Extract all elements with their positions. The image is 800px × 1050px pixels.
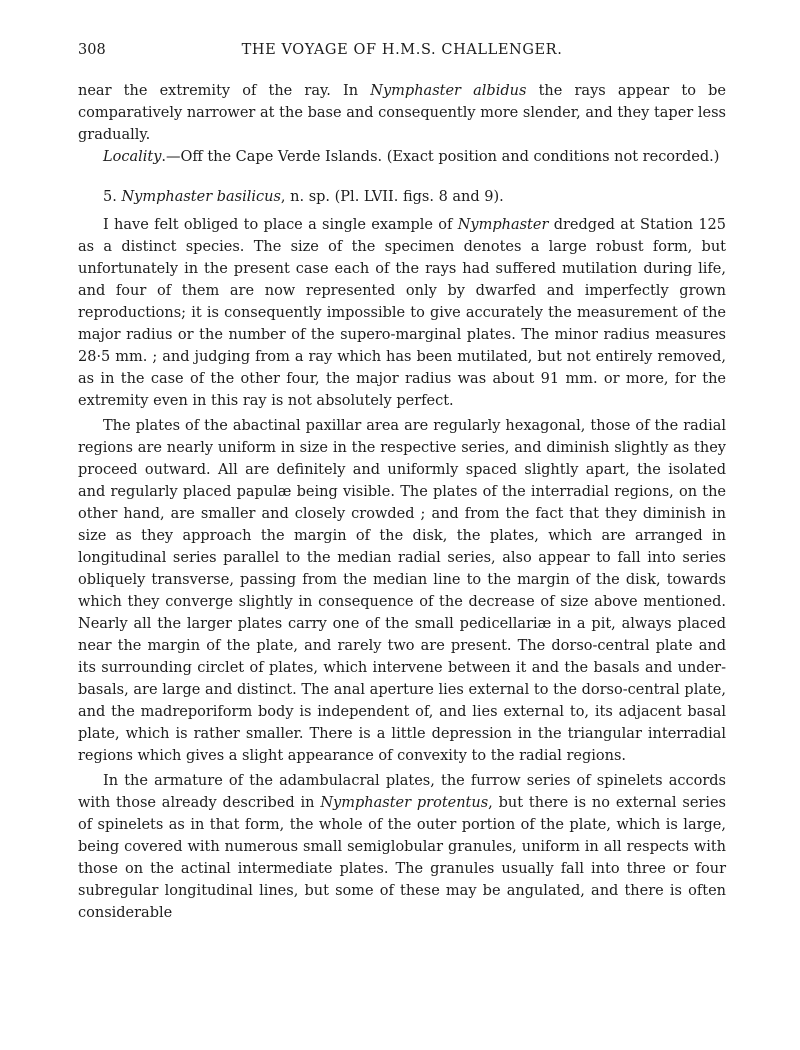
page-number: 308 [78, 42, 106, 58]
species-number: 5. [103, 189, 122, 205]
paragraph-text: the rays appear to be comparatively narrower at the base and consequently more slender, and they taper less gradually. [78, 83, 726, 143]
description-paragraph [78, 214, 726, 412]
armature-paragraph [78, 770, 726, 924]
species-heading-rest: , n. sp. (Pl. LVII. figs. 8 and 9). [280, 189, 504, 205]
running-head: THE VOYAGE OF H.M.S. CHALLENGER. [241, 42, 563, 58]
paragraph-text: I have felt obliged to place a single example of [103, 217, 458, 233]
species-name: Nymphaster albidus [370, 83, 527, 99]
body-text [78, 80, 726, 924]
paragraph-continuation [78, 80, 726, 146]
locality-text: .—Off the Cape Verde Islands. (Exact position and conditions not recorded.) [161, 149, 720, 165]
page-header [78, 42, 726, 62]
locality-paragraph [78, 146, 726, 168]
species-heading [78, 186, 726, 208]
species-name: Nymphaster basilicus [121, 189, 281, 205]
genus-name: Nymphaster [457, 217, 549, 233]
locality-label: Locality [103, 149, 162, 165]
plates-paragraph: The plates of the abactinal paxillar area are regularly hexagonal, those of the radial regions are nearly uniform in size in the respective series, and diminish slightly as they proceed outward. All are definitely and uniformly spaced slightly apart, the isolated and regularly placed papulæ being visible. The plates of the interradial regions, on the other hand, are smaller and closely crowded ; and from the fact that they diminish in size as they approach the margin of the disk, the plates, which are arranged in longitudinal series parallel to the median radial series, also appear to fall into series obliquely transverse, passing from the median line to the margin of the disk, towards which they converge slightly in consequence of the decrease of size above mentioned. Nearly all the larger plates carry one of the small pedicellariæ in a pit, always placed near the margin of the plate, and rarely two are present. The dorso-central plate and its surrounding circlet of plates, which intervene between it and the basals and under-basals, are large and distinct. The anal aperture lies external to the dorso-central plate, and the madreporiform body is independent of, and lies external to, its adjacent basal plate, which is rather smaller. There is a little depression in the triangular interradial regions which gives a slight appearance of convexity to the radial regions. [78, 418, 726, 764]
paragraph-text: , but there is no external series of spinelets as in that form, the whole of the outer portion of the plate, which is large, being covered with numerous small semiglobular granules, uniform in all respects with those on the actinal intermediate plates. The granules usually fall into three or four subregular longitudinal lines, but some of these may be angulated, and there is often considerable [78, 795, 726, 921]
paragraph-text: In the armature of the adambulacral plates, the furrow series of spinelets accords with those already described in [78, 773, 726, 811]
paragraph-text: dredged at Station 125 as a distinct species. The size of the specimen denotes a large robust form, but unfortunately in the present case each of the rays had suffered mutilation during life, and four of them are now represented only by dwarfed and imperfectly grown reproductions; it is consequently impossible to give accurately the measurement of the major radius or the number of the supero-marginal plates. The minor radius measures 28·5 mm. ; and judging from a ray which has been mutilated, but not entirely removed, as in the case of the other four, the major radius was about 91 mm. or more, for the extremity even in this ray is not absolutely perfect. [78, 217, 726, 409]
species-name: Nymphaster protentus [320, 795, 489, 811]
paragraph-text: near the extremity of the ray. In [78, 83, 371, 99]
